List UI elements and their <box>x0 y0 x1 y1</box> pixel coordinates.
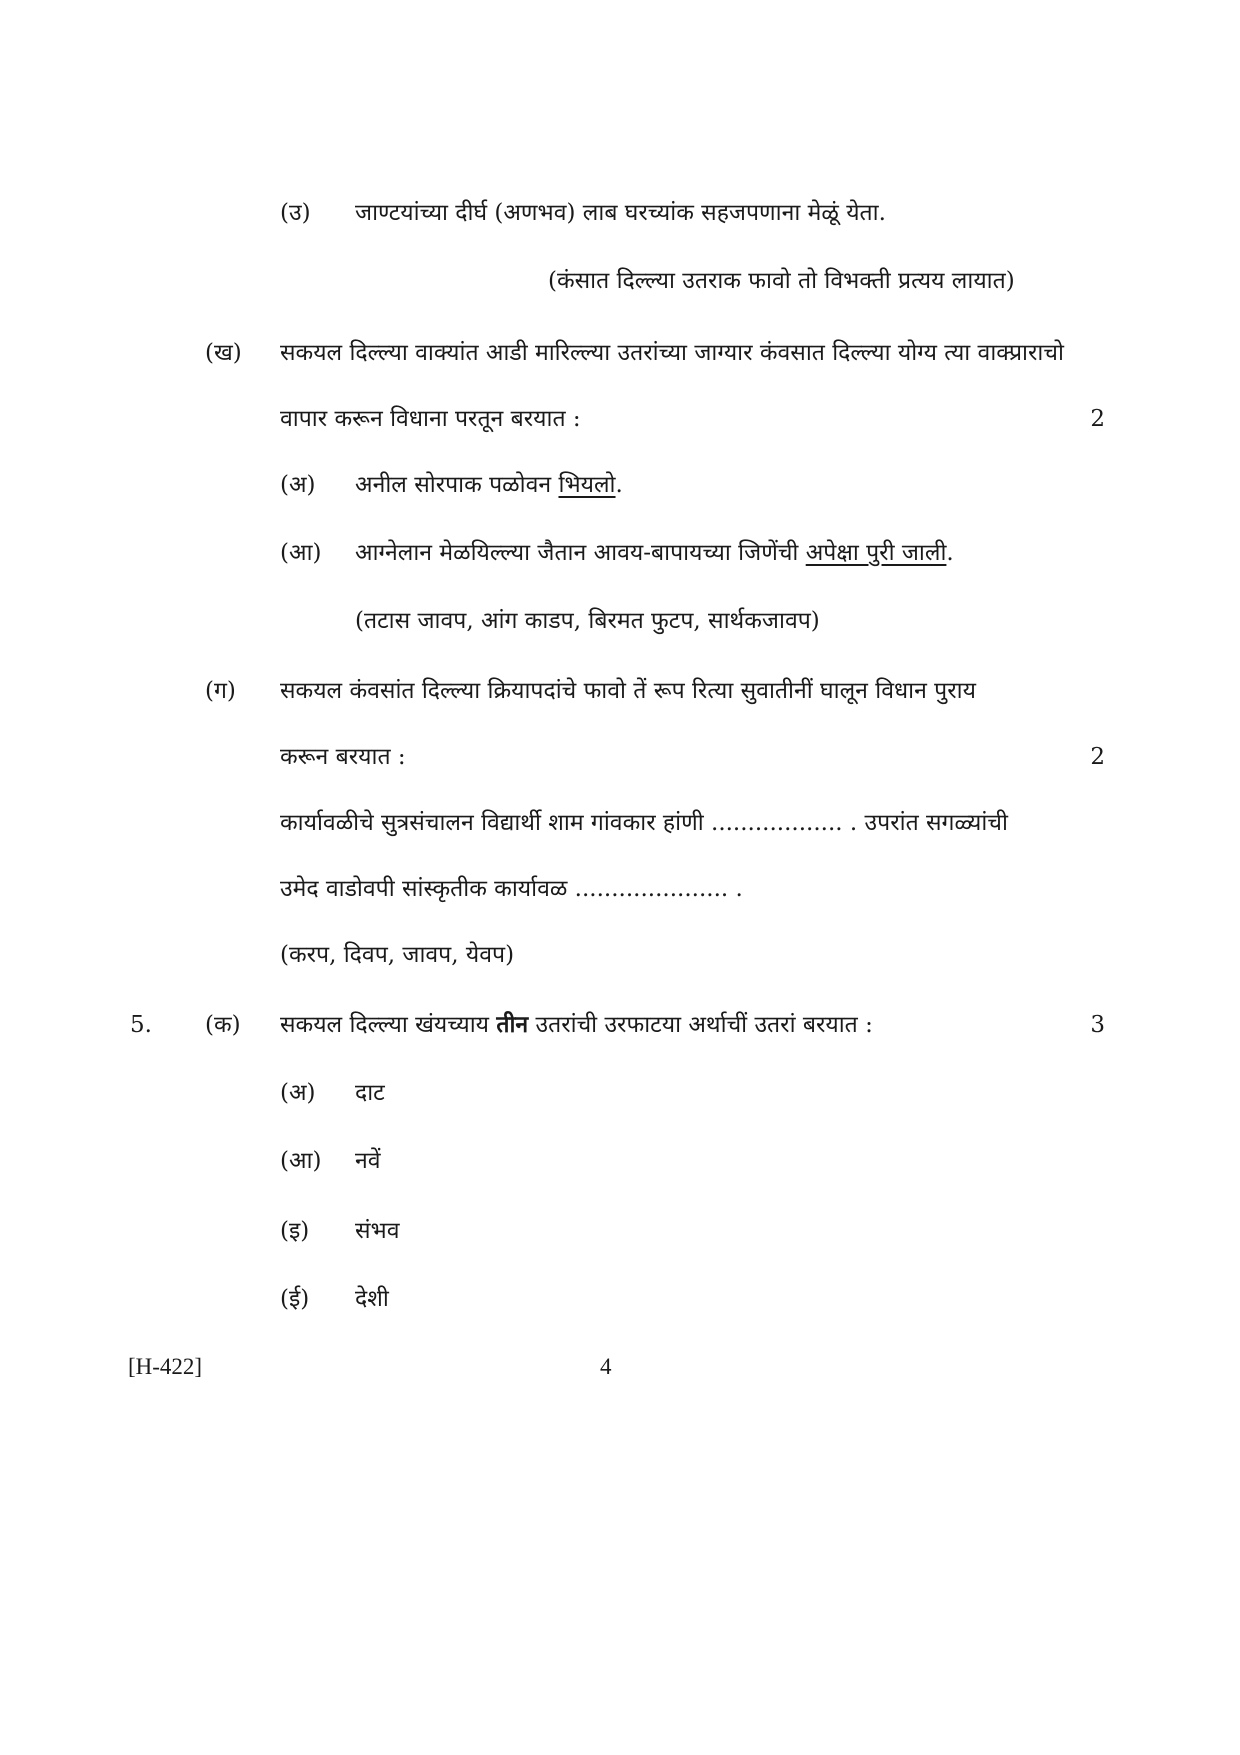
question-label-ga: (ग) <box>205 678 236 704</box>
question-label-kh: (ख) <box>205 340 242 366</box>
q5-item-label-aa: (आ) <box>280 1148 322 1174</box>
item-label-aa: (आ) <box>280 540 322 566</box>
q5-item-text-ii: देशी <box>355 1286 389 1312</box>
question-ga-line2: करून बरयात : <box>280 744 406 770</box>
item-text-aa: आग्नेलान मेळयिल्ल्या जैतान आवय-बापायच्या जिणेंची अपेक्षा पुरी जाली. <box>355 540 954 566</box>
marks-ka: 3 <box>1090 1012 1105 1038</box>
q5-item-text-aa: नवें <box>355 1148 381 1174</box>
fill-paragraph-line1: कार्यावळीचे सुत्रसंचालन विद्यार्थी शाम गांवकार हांणी .................. . उपरांत सगळ्यांची <box>280 810 1008 836</box>
question-kh-line1: सकयल दिल्ल्या वाक्यांत आडी मारिल्ल्या उतरांच्या जाग्यार कंवसात दिल्ल्या योग्य त्या वाक्प्राराचो <box>280 340 1064 366</box>
q5-item-label-i: (इ) <box>280 1218 310 1244</box>
question-label-ka: (क) <box>205 1012 241 1038</box>
underlined-phrase: भियलो <box>558 472 616 498</box>
question-ka-text: सकयल दिल्ल्या खंयच्याय तीन उतरांची उरफाटया अर्थाचीं उतरां बरयात : <box>280 1011 873 1038</box>
marks-ga: 2 <box>1090 744 1105 770</box>
options-kh: (तटास जावप, आंग काडप, बिरमत फुटप, सार्थकजावप) <box>355 608 820 634</box>
question-number-5: 5. <box>130 1012 152 1038</box>
question-ga-line1: सकयल कंवसांत दिल्ल्या क्रियापदांचे फावो तें रूप रित्या सुवातीनीं घालून विधान पुराय <box>280 678 976 704</box>
item-text-a: अनील सोरपाक पळोवन भियलो. <box>355 472 623 498</box>
q5-item-label-a: (अ) <box>280 1080 316 1106</box>
item-label-a: (अ) <box>280 472 316 498</box>
question-kh-line2: वापार करून विधाना परतून बरयात : <box>280 406 581 432</box>
q5-item-text-i: संभव <box>355 1218 400 1244</box>
item-label-u: (उ) <box>280 200 311 226</box>
marks-kh: 2 <box>1090 406 1105 432</box>
options-ga: (करप, दिवप, जावप, येवप) <box>280 942 515 968</box>
underlined-phrase: अपेक्षा पुरी जाली <box>805 540 947 566</box>
instruction-vibhakti: (कंसात दिल्ल्या उतराक फावो तो विभक्ती प्रत्यय लायात) <box>548 268 1015 294</box>
q5-item-label-ii: (ई) <box>280 1286 310 1312</box>
item-text-u: जाण्टयांच्या दीर्घ (अणभव) लाब घरच्यांक सहजपणाना मेळूं येता. <box>355 200 886 226</box>
paper-code: [H-422] <box>128 1354 203 1379</box>
fill-paragraph-line2: उमेद वाडोवपी सांस्कृतीक कार्यावळ ..................... . <box>280 876 743 902</box>
bold-word: तीन <box>496 1011 529 1038</box>
page-number: 4 <box>600 1354 612 1379</box>
q5-item-text-a: दाट <box>355 1080 385 1106</box>
